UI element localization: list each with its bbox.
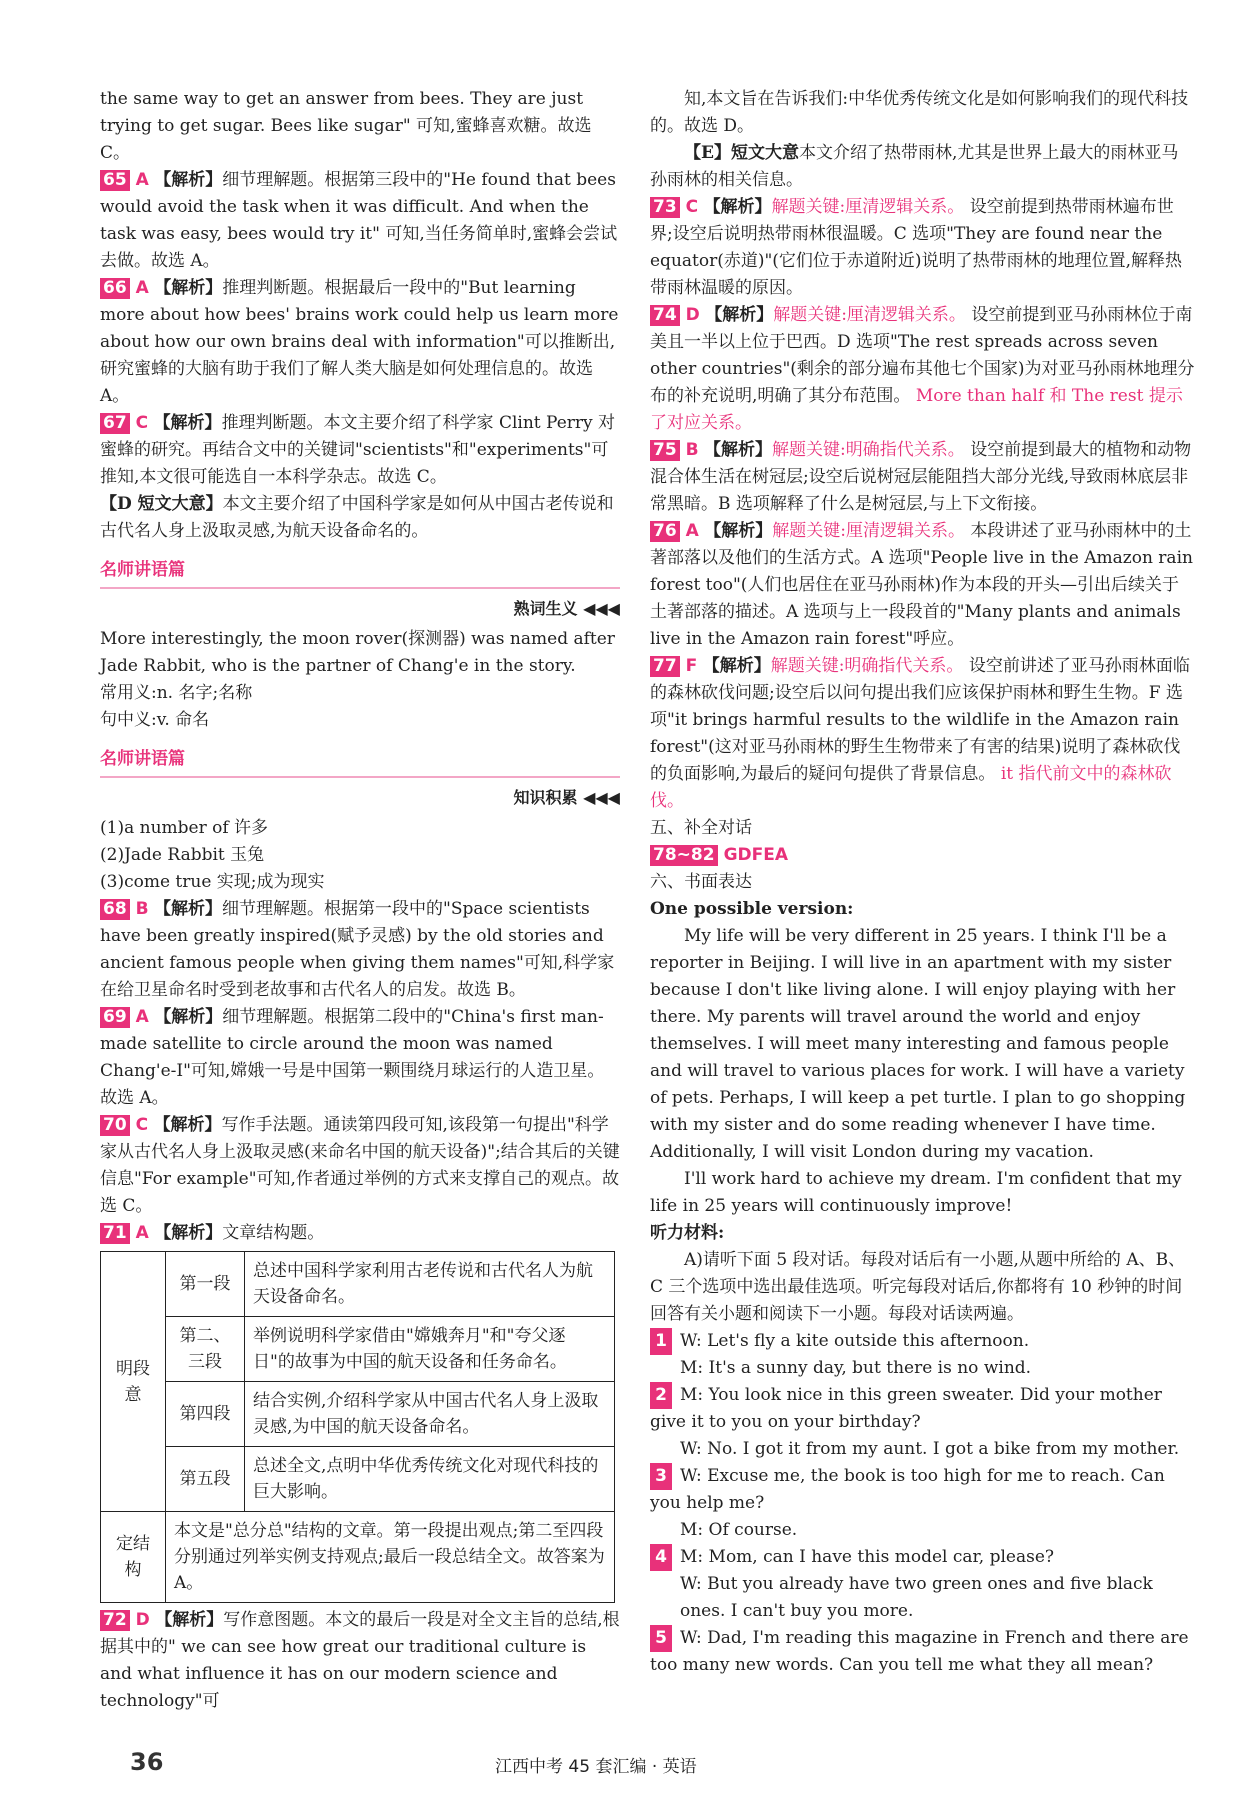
listening-intro: A)请听下面 5 段对话。每段对话后有一小题,从题中所给的 A、B、C 三个选项中选出最佳选项。听完每段对话后,你都将有 10 秒钟的时间回答有关小题和阅读下一小题。每段对话读两遍。 (650, 1250, 1186, 1324)
answer-70: 70 C 【解析】写作手法题。通读第四段可知,该段第一句提出"科学家从古代名人身上汲取灵感(来命名中国的航天设备)";结合其后的关键信息"For example"可知,作者通过举例的方式来支撑自己的观点。故选 C。 (100, 1115, 620, 1216)
box-title: 名师讲语篇 (100, 557, 620, 589)
dialogue-4: 4 M: Mom, can I have this model car, please? W: But you already have two green ones and five black ones. I can't buy you more. (650, 1544, 1195, 1625)
dialogue-5: 5 W: Dad, I'm reading this magazine in French and there are too many new words. Can you tell me what they all mean? (650, 1625, 1195, 1679)
intro-text: the same way to get an answer from bees. They are just trying to get sugar. Bees like sugar" 可知,蜜蜂喜欢糖。故选 C。 (100, 89, 592, 163)
box-line: (3)come true 实现;成为现实 (100, 872, 325, 892)
table-cell: 总述中国科学家利用古老传说和古代名人为航天设备命名。 (245, 1252, 615, 1317)
answer-78-82: 78~82 GDFEA (650, 842, 1195, 869)
box-subtitle: 知识积累 ◀◀◀ (513, 788, 620, 807)
section-5: 五、补全对话 (650, 818, 752, 838)
d-summary: 【D 短文大意】本文主要介绍了中国科学家是如何从中国古老传说和古代名人身上汲取灵感,为航天设备命名的。 (100, 494, 614, 541)
answer-76: 76 A 【解析】解题关键:厘清逻辑关系。 本段讲述了亚马孙雨林中的土著部落以及他们的生活方式。A 选项"People live in the Amazon rain forest too"(人们也居住在亚马孙雨林)作为本段的开头—引出后续关于土著部落的描述。A 选项与上一段段首的"Many plants and animals live in the Amazon rain forest"呼应。 (650, 521, 1193, 649)
essay-paragraph: My life will be very different in 25 years. I think I'll be a reporter in Beijing. I will live in an apartment with my sister because I don't like living alone. I will enjoy playing with her there. My parents will travel around the world and enjoy themselves. I will meet many interesting and famous people and will travel to various places for work. I will have a variety of pets. Perhaps, I will keep a pet turtle. I plan to go shopping with my sister and do some reading whenever I have time. Additionally, I will visit London during my vacation. (650, 926, 1186, 1162)
answer-65: 65 A 【解析】细节理解题。根据第三段中的"He found that bees would avoid the task when it was difficult. And when the task was easy, bees would try it" 可知,当任务简单时,蜜蜂会尝试去做。故选 A。 (100, 170, 618, 271)
answer-72: 72 D 【解析】写作意图题。本文的最后一段是对全文主旨的总结,根据其中的" we can see how great our traditional culture is and what influence it has on our modern science and technology"可 (100, 1610, 620, 1711)
table-cell: 总述全文,点明中华优秀传统文化对现代科技的巨大影响。 (245, 1447, 615, 1512)
table-cell: 第二、三段 (166, 1317, 245, 1382)
box-line: 句中义:v. 命名 (100, 710, 210, 730)
page-number: 36 (130, 1748, 164, 1776)
listening-title: 听力材料: (650, 1223, 725, 1243)
answer-74: 74 D 【解析】解题关键:厘清逻辑关系。 设空前提到亚马孙雨林位于南美且一半以上位于巴西。D 选项"The rest spreads across seven other countries"(剩余的部分遍布其他七个国家)为对亚马孙雨林地理分布的补充说明,明确了其分布范围。 More than half 和 The rest 提示了对应关系。 (650, 305, 1195, 433)
table-cell: 本文是"总分总"结构的文章。第一段提出观点;第二至四段分别通过列举实例支持观点;最后一段总结全文。故答案为 A。 (166, 1512, 615, 1603)
table-cell: 举例说明科学家借由"嫦娥奔月"和"夸父逐日"的故事为中国的航天设备和任务命名。 (245, 1317, 615, 1382)
answer-66: 66 A 【解析】推理判断题。根据最后一段中的"But learning more about how bees' brains work could help us learn more about how our own brains deal with information"可以推断出,研究蜜蜂的大脑有助于我们了解人类大脑是如何处理信息的。故选 A。 (100, 278, 619, 406)
essay-title: One possible version: (650, 899, 854, 919)
dialogue-3: 3 W: Excuse me, the book is too high for me to reach. Can you help me? M: Of course. (650, 1463, 1195, 1544)
table-cell: 第五段 (166, 1447, 245, 1512)
table-cell: 第四段 (166, 1382, 245, 1447)
answer-71: 71 A 【解析】文章结构题。 (100, 1220, 620, 1247)
answer-69: 69 A 【解析】细节理解题。根据第二段中的"China's first man-made satellite to circle around the moon was named Chang'e-Ⅰ"可知,嫦娥一号是中国第一颗围绕月球运行的人造卫星。故选 A。 (100, 1007, 605, 1108)
table-cell: 结合实例,介绍科学家从中国古代名人身上汲取灵感,为中国的航天设备命名。 (245, 1382, 615, 1447)
answer-68: 68 B 【解析】细节理解题。根据第一段中的"Space scientists have been greatly inspired(赋予灵感) by the old stories and ancient famous people when giving them names"可知,科学家在给卫星命名时受到老故事和古代名人的启发。故选 B。 (100, 899, 615, 1000)
essay-paragraph: I'll work hard to achieve my dream. I'm confident that my life in 25 years will continuously improve! (650, 1169, 1182, 1216)
dialogue-2: 2 M: You look nice in this green sweater. Did your mother give it to you on your birthday? W: No. I got it from my aunt. I got a bike from my mother. (650, 1382, 1195, 1463)
box-subtitle: 熟词生义 ◀◀◀ (513, 599, 620, 618)
table-row-header: 明段意 (101, 1252, 166, 1512)
answer-75: 75 B 【解析】解题关键:明确指代关系。 设空前提到最大的植物和动物混合体生活在树冠层;设空后说树冠层能阻挡大部分光线,导致雨林底层非常黑暗。B 选项解释了什么是树冠层,与上下文衔接。 (650, 440, 1192, 514)
answer-73: 73 C 【解析】解题关键:厘清逻辑关系。 设空前提到热带雨林遍布世界;设空后说明热带雨林很温暖。C 选项"They are found near the equator(赤道)"(它们位于赤道附近)说明了热带雨林的地理位置,解释热带雨林温暖的原因。 (650, 197, 1182, 298)
structure-table (100, 1251, 615, 1603)
section-6: 六、书面表达 (650, 872, 752, 892)
box-title: 名师讲语篇 (100, 746, 620, 778)
table-row-header: 定结构 (101, 1512, 166, 1603)
answer-67: 67 C 【解析】推理判断题。本文主要介绍了科学家 Clint Perry 对蜜蜂的研究。再结合文中的关键词"scientists"和"experiments"可推知,本文很可能选自一本科学杂志。故选 C。 (100, 413, 616, 487)
e-summary: 【E】短文大意本文介绍了热带雨林,尤其是世界上最大的雨林亚马孙雨林的相关信息。 (650, 143, 1179, 190)
answer-77: 77 F 【解析】解题关键:明确指代关系。 设空前讲述了亚马孙雨林面临的森林砍伐问题;设空后以问句提出我们应该保护雨林和野生生物。F 选项"it brings harmful results to the wildlife in the Amazon rain forest"(这对亚马孙雨林的野生生物带来了有害的结果)说明了森林砍伐的负面影响,为最后的疑问句提供了背景信息。 it 指代前文中的森林砍伐。 (650, 656, 1190, 811)
book-title: 江西中考 45 套汇编 · 英语 (495, 1757, 697, 1777)
box-line: More interestingly, the moon rover(探测器) was named after Jade Rabbit, who is the partner of Chang'e in the story. (100, 629, 615, 676)
box-line: (2)Jade Rabbit 玉兔 (100, 845, 265, 865)
dialogue-1: 1 W: Let's fly a kite outside this afternoon. M: It's a sunny day, but there is no wind. (650, 1328, 1195, 1382)
page-footer (0, 1738, 1250, 1783)
teacher-box-1 (100, 557, 620, 734)
teacher-box-2 (100, 746, 620, 896)
box-line: 常用义:n. 名字;名称 (100, 683, 253, 703)
table-cell: 第一段 (166, 1252, 245, 1317)
right-column (650, 86, 1195, 1679)
continuation-text: 知,本文旨在告诉我们:中华优秀传统文化是如何影响我们的现代科技的。故选 D。 (650, 89, 1189, 136)
box-line: (1)a number of 许多 (100, 818, 269, 838)
left-column (100, 86, 620, 1715)
